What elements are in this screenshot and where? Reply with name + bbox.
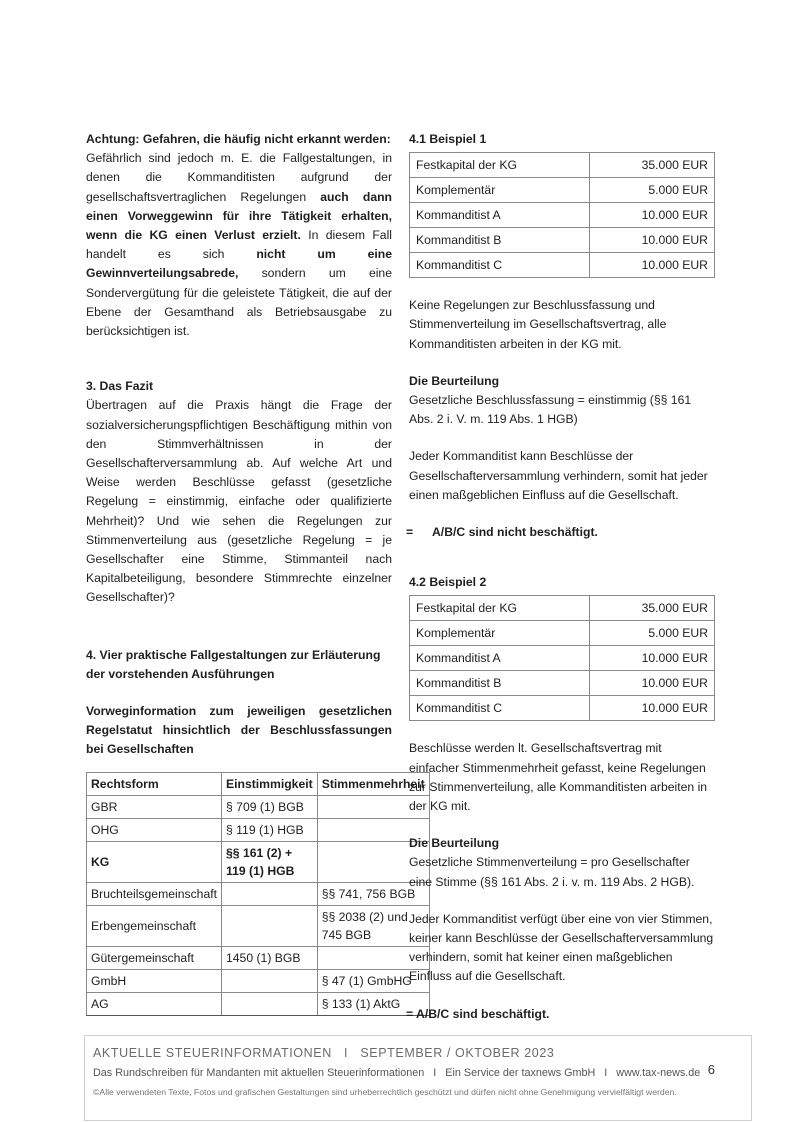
table-row — [87, 969, 430, 992]
table-cell: 10.000 EUR — [589, 203, 714, 228]
table-cell: Komplementär — [410, 621, 590, 646]
table-row — [410, 696, 715, 721]
table-cell: Kommanditist B — [410, 228, 590, 253]
table-cell: § 47 (1) GmbHG — [317, 969, 429, 992]
equals-sign: = — [406, 525, 414, 540]
left-column — [86, 130, 425, 1016]
table-row — [410, 228, 715, 253]
table-cell: 10.000 EUR — [589, 646, 714, 671]
warning-bold-2: nicht um eine Gewinnverteilungsabrede, — [86, 247, 392, 281]
table-row — [410, 671, 715, 696]
beispiel-1-table — [409, 152, 715, 278]
beispiel-1-result — [406, 523, 715, 542]
table-row — [410, 153, 715, 178]
beispiel-1-text: Keine Regelungen zur Beschlussfassung und Stimmenverteilung im Gesellschaftsvertrag, alle Kommanditisten arbeiten in der KG mit. — [409, 298, 667, 351]
table-row — [87, 795, 430, 818]
table-cell: Festkapital der KG — [410, 153, 590, 178]
table-cell: GmbH — [87, 969, 222, 992]
table-row — [410, 178, 715, 203]
table-cell: 5.000 EUR — [589, 178, 714, 203]
page-number: 6 — [707, 1062, 715, 1077]
table-cell: § 709 (1) BGB — [222, 795, 318, 818]
table-cell: 10.000 EUR — [589, 253, 714, 278]
table-header: Einstimmigkeit — [222, 772, 318, 795]
beispiel-2-text-2: Jeder Kommanditist verfügt über eine von vier Stimmen, keiner kann Beschlüsse der Gesellschafterversammlung verhindern, somit hat keiner einen maßgeblichen Einfluss auf die Gesellschaft. — [409, 911, 714, 984]
table-cell: Kommanditist A — [410, 646, 590, 671]
table-cell: 35.000 EUR — [589, 153, 714, 178]
beispiel-2-heading: 4.2 Beispiel 2 — [409, 575, 487, 590]
beispiel-1-text-2: Jeder Kommanditist kann Beschlüsse der Gesellschafterversammlung verhindern, somit hat jeder einen maßgeblichen Einfluss auf die Gesellschaft. — [409, 449, 708, 502]
table-cell: GBR — [87, 795, 222, 818]
beispiel-2-text: Beschlüsse werden lt. Gesellschaftsvertrag mit einfacher Stimmenmehrheit gefasst, keine Regelungen zur Stimmenverteilung, alle Kommanditisten arbeiten in der KG mit. — [409, 741, 708, 814]
table-row — [410, 621, 715, 646]
warning-text-3: sondern um eine Sondervergütung für die geleistete Tätigkeit, die auf der Ebene der Gesamthand als Betriebsausgabe zu berücksichtigen ist. — [86, 266, 392, 339]
table-row — [410, 253, 715, 278]
table-cell: Komplementär — [410, 178, 590, 203]
table-cell: Gütergemeinschaft — [87, 946, 222, 969]
warning-heading: Achtung: Gefahren, die häufig nicht erkannt werden: — [86, 132, 391, 146]
footer-copyright: ©Alle verwendeten Texte, Fotos und grafischen Gestaltungen sind urheberrechtlich geschützt und dürfen nicht ohne Genehmigung vervielfältigt werden. — [93, 1087, 677, 1097]
table-row — [87, 841, 430, 882]
warning-paragraph — [86, 149, 392, 341]
fazit-heading: 3. Das Fazit — [86, 379, 154, 394]
table-cell: Bruchteilsgemeinschaft — [87, 882, 222, 905]
warning-text-2: In diesem Fall handelt es sich — [86, 228, 392, 262]
right-column — [406, 130, 715, 1024]
table-row — [87, 992, 430, 1015]
table-cell: Kommanditist A — [410, 203, 590, 228]
table-cell — [222, 905, 318, 946]
fazit-text: Übertragen auf die Praxis hängt die Frage der sozialversicherungspflichtigen Beschäftigung mithin von den Stimmverhältnissen in der Gesellschafterversammlung ab. Auf welche Art und Weise werden Beschlüsse gefasst (gesetzliche Regelung = einstimmig, einfache oder qualifizierte Mehrheit)? Und wie sehen die Regelungen zur Stimmenverteilung aus (gesetzliche Regelung = je Gesellschafter eine Stimme, Stimmanteil nach Kapitalbeteiligung, besondere Stimmrechte einzelner Gesellschafter)? — [86, 398, 392, 605]
table-cell — [222, 882, 318, 905]
table-cell: OHG — [87, 818, 222, 841]
footer-subtitle: Das Rundschreiben für Mandanten mit aktuellen Steuerinformationen I Ein Service der taxnews GmbH I www.tax-news.de — [93, 1067, 701, 1079]
table-cell: Kommanditist C — [410, 696, 590, 721]
table-cell: § 133 (1) AktG — [317, 992, 429, 1015]
table-cell: 10.000 EUR — [589, 696, 714, 721]
beispiel-1-heading: 4.1 Beispiel 1 — [409, 132, 487, 146]
table-cell: §§ 2038 (2) und 745 BGB — [317, 905, 429, 946]
beispiel-2-table — [409, 595, 715, 721]
footer-title: AKTUELLE STEUERINFORMATIONEN I SEPTEMBER / OKTOBER 2023 — [93, 1046, 555, 1060]
table-cell: § 119 (1) HGB — [222, 818, 318, 841]
table-cell: 35.000 EUR — [589, 596, 714, 621]
table-cell: 10.000 EUR — [589, 228, 714, 253]
section-4-heading: 4. Vier praktische Fallgestaltungen zur Erläuterung der vorstehenden Ausführungen — [86, 647, 381, 681]
table-cell: KG — [87, 841, 222, 882]
vorinfo-heading: Vorweginformation zum jeweiligen gesetzlichen Regelstatut hinsichtlich der Beschlussfassungen bei Gesellschaften — [86, 704, 392, 757]
beispiel-2-result: = A/B/C sind beschäftigt. — [406, 1006, 550, 1021]
warning-bold-1: auch dann einen Vorweggewinn für ihre Tätigkeit erhalten, wenn die KG einen Verlust erzielt. — [86, 189, 392, 243]
table-header: Rechtsform — [87, 772, 222, 795]
table-header-row — [87, 772, 430, 795]
table-row — [87, 818, 430, 841]
table-cell — [222, 969, 318, 992]
beispiel-1-result-text: A/B/C sind nicht beschäftigt. — [432, 525, 598, 540]
table-cell: AG — [87, 992, 222, 1015]
beispiel-1-beurteilung-heading: Die Beurteilung — [409, 373, 500, 388]
table-cell: Erbengemeinschaft — [87, 905, 222, 946]
table-cell: Kommanditist B — [410, 671, 590, 696]
table-cell: Kommanditist C — [410, 253, 590, 278]
table-row — [410, 646, 715, 671]
beispiel-2-beurteilung-text: Gesetzliche Stimmenverteilung = pro Gesellschafter eine Stimme (§§ 161 Abs. 2 i. v. m. 119 Abs. 2 HGB). — [409, 855, 695, 889]
beispiel-1-beurteilung-text: Gesetzliche Beschlussfassung = einstimmig (§§ 161 Abs. 2 i. V. m. 119 Abs. 1 HGB) — [409, 393, 692, 427]
table-cell: 1450 (1) BGB — [222, 946, 318, 969]
table-cell: §§ 741, 756 BGB — [317, 882, 429, 905]
table-cell: Festkapital der KG — [410, 596, 590, 621]
table-row — [87, 905, 430, 946]
table-row — [410, 596, 715, 621]
page-footer — [84, 1035, 752, 1121]
beispiel-2-beurteilung-heading: Die Beurteilung — [409, 836, 500, 851]
table-cell: 10.000 EUR — [589, 671, 714, 696]
warning-text-1: Gefährlich sind jedoch m. E. die Fallgestaltungen, in denen die Kommanditisten aufgrund der gesellschaftsvertraglichen Regelungen — [86, 151, 392, 204]
table-cell: 5.000 EUR — [589, 621, 714, 646]
table-row — [410, 203, 715, 228]
table-row — [87, 882, 430, 905]
table-cell: §§ 161 (2) + 119 (1) HGB — [222, 841, 318, 882]
table-header: Stimmenmehrheit — [317, 772, 429, 795]
table-row — [87, 946, 430, 969]
table-cell — [222, 992, 318, 1015]
rechtsform-table — [86, 772, 430, 1016]
